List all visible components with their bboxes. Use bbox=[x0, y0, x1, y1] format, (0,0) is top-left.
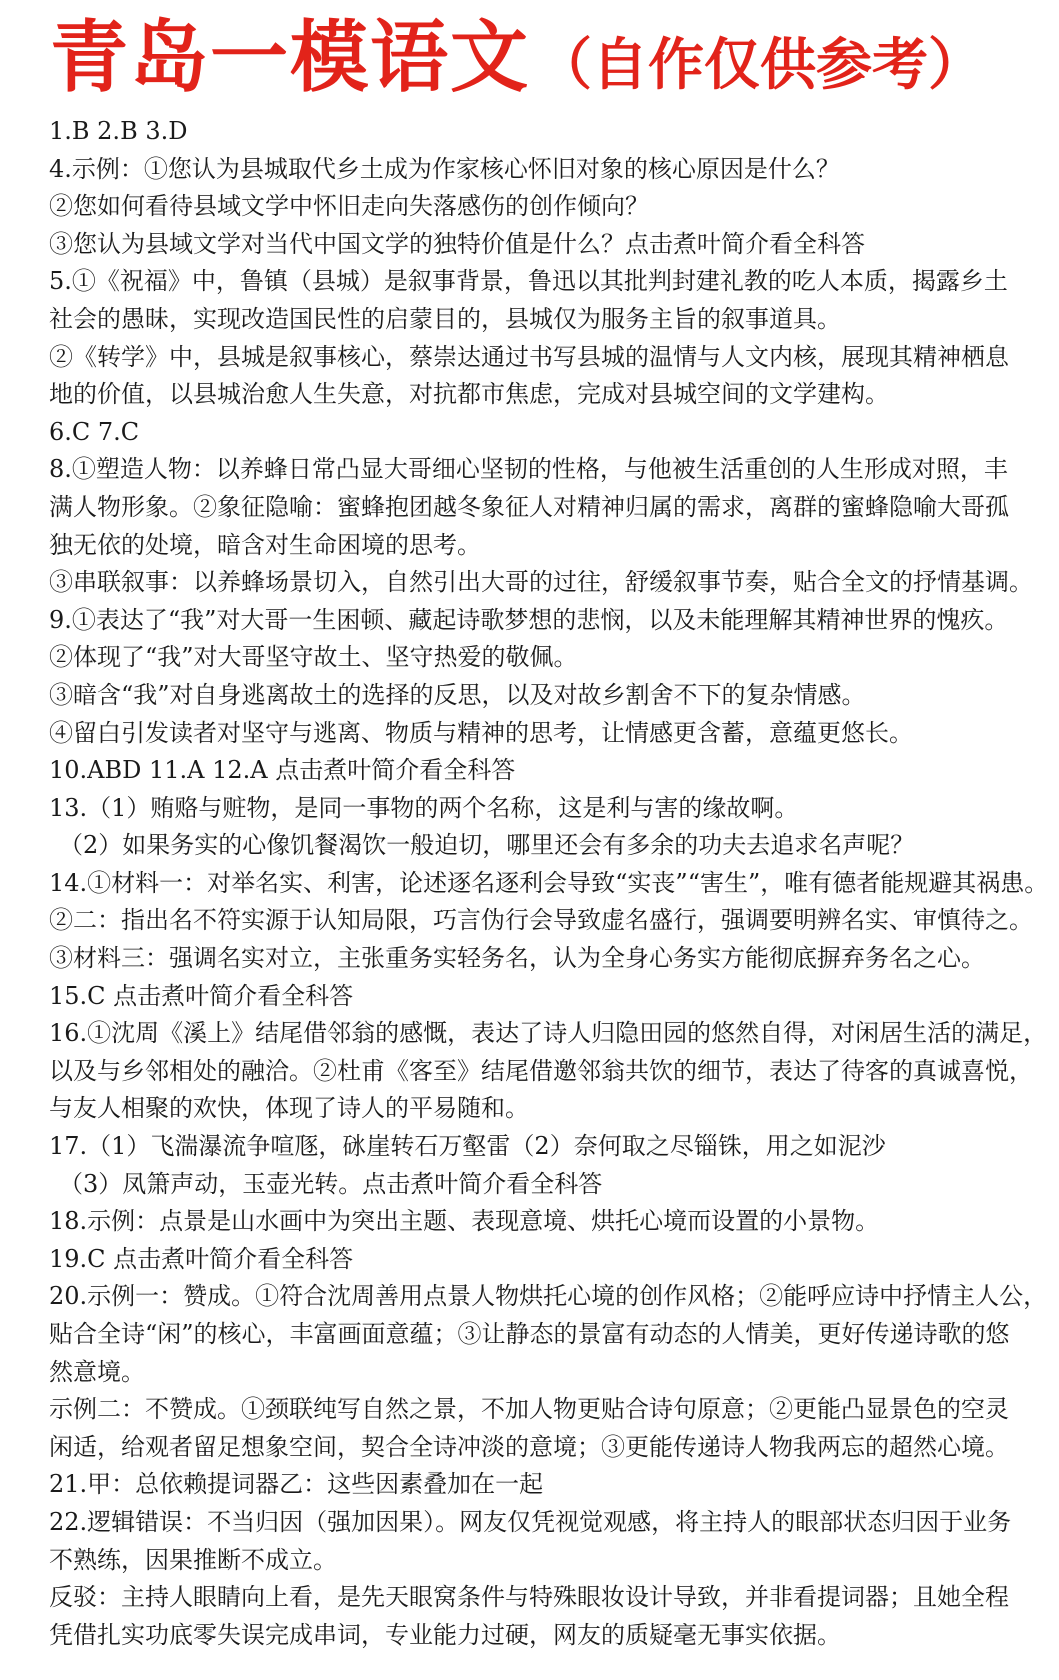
answer-line: 1.B 2.B 3.D bbox=[49, 117, 188, 145]
answer-line: 社会的愚昧，实现改造国民性的启蒙目的，县城仅为服务主旨的叙事道具。 bbox=[49, 304, 841, 333]
answer-line: 15.C 点击煮叶简介看全科答 bbox=[49, 981, 354, 1010]
answer-line: ③材料三：强调名实对立，主张重务实轻务名，认为全身心务实方能彻底摒弃务名之心。 bbox=[49, 944, 985, 973]
answer-line: ②体现了“我”对大哥坚守故土、坚守热爱的敬佩。 bbox=[49, 643, 578, 672]
answer-line: 20.示例一：赞成。①符合沈周善用点景人物烘托心境的创作风格；②能呼应诗中抒情主人公， bbox=[49, 1282, 1048, 1311]
answer-line: ②《转学》中，县城是叙事核心，蔡崇达通过书写县城的温情与人文内核，展现其精神栖息 bbox=[49, 342, 1009, 371]
answer-line: 凭借扎实功底零失误完成串词，专业能力过硬，网友的质疑毫无事实依据。 bbox=[49, 1620, 841, 1649]
title-subtitle: （自作仅供参考） bbox=[536, 33, 985, 98]
title-main: 青岛一模语文 bbox=[50, 13, 531, 103]
answer-line: 18.示例：点景是山水画中为突出主题、表现意境、烘托心境而设置的小景物。 bbox=[49, 1207, 880, 1236]
answer-line: 4.示例：①您认为县城取代乡土成为作家核心怀旧对象的核心原因是什么？ bbox=[49, 154, 840, 183]
answer-line: ③串联叙事：以养蜂场景切入，自然引出大哥的过往，舒缓叙事节奏，贴合全文的抒情基调。 bbox=[49, 568, 1033, 597]
answer-line: 反驳：主持人眼睛向上看，是先天眼窝条件与特殊眼妆设计导致，并非看提词器；且她全程 bbox=[49, 1583, 1009, 1612]
answer-line: 17.（1）飞湍瀑流争喧豗，砯崖转石万壑雷（2）奈何取之尽锱铢，用之如泥沙 bbox=[49, 1132, 886, 1161]
answer-line: 16.①沈周《溪上》结尾借邻翁的感慨，表达了诗人归隐田园的悠然自得，对闲居生活的满足， bbox=[49, 1019, 1048, 1048]
answer-line: ②您如何看待县域文学中怀旧走向失落感伤的创作倾向？ bbox=[49, 192, 649, 221]
answer-content bbox=[49, 113, 1059, 1654]
answer-line: 19.C 点击煮叶简介看全科答 bbox=[49, 1244, 354, 1273]
answer-line: 然意境。 bbox=[49, 1357, 145, 1386]
answer-line: 21.甲：总依赖提词器乙：这些因素叠加在一起 bbox=[49, 1470, 544, 1499]
answer-line: 6.C 7.C bbox=[49, 417, 140, 446]
answer-line: 闲适，给观者留足想象空间，契合全诗冲淡的意境；③更能传递诗人物我两忘的超然心境。 bbox=[49, 1432, 1009, 1461]
answer-line: 8.①塑造人物：以养蜂日常凸显大哥细心坚韧的性格，与他被生活重创的人生形成对照，丰 bbox=[49, 455, 1008, 484]
answer-line: 不熟练，因果推断不成立。 bbox=[49, 1545, 337, 1574]
answer-line: 14.①材料一：对举名实、利害，论述逐名逐利会导致“实丧”“害生”，唯有德者能规避其祸患。 bbox=[49, 868, 1049, 897]
page-title bbox=[50, 8, 984, 108]
answer-line: 5.①《祝福》中，鲁镇（县城）是叙事背景，鲁迅以其批判封建礼教的吃人本质，揭露乡土 bbox=[49, 267, 1008, 296]
answer-line: 以及与乡邻相处的融洽。②杜甫《客至》结尾借邀邻翁共饮的细节，表达了待客的真诚喜悦， bbox=[49, 1056, 1033, 1085]
answer-line: 示例二：不赞成。①颈联纯写自然之景，不加人物更贴合诗句原意；②更能凸显景色的空灵 bbox=[49, 1395, 1009, 1424]
answer-line: 贴合全诗“闲”的核心，丰富画面意蕴；③让静态的景富有动态的人情美，更好传递诗歌的悠 bbox=[49, 1320, 1010, 1348]
answer-line: 22.逻辑错误：不当归因（强加因果）。网友仅凭视觉观感，将主持人的眼部状态归因于业务 bbox=[49, 1507, 1012, 1536]
answer-line: ④留白引发读者对坚守与逃离、物质与精神的思考，让情感更含蓄，意蕴更悠长。 bbox=[49, 718, 913, 747]
answer-line: 10.ABD 11.A 12.A 点击煮叶简介看全科答 bbox=[49, 756, 516, 785]
answer-line: 地的价值，以县城治愈人生失意，对抗都市焦虑，完成对县城空间的文学建构。 bbox=[49, 380, 889, 409]
answer-line: 13.（1）贿赂与赃物，是同一事物的两个名称，这是利与害的缘故啊。 bbox=[49, 793, 799, 822]
answer-line: 满人物形象。②象征隐喻：蜜蜂抱团越冬象征人对精神归属的需求，离群的蜜蜂隐喻大哥孤 bbox=[49, 492, 1009, 521]
answer-line: ③您认为县域文学对当代中国文学的独特价值是什么？点击煮叶简介看全科答 bbox=[49, 229, 865, 258]
answer-line: 9.①表达了“我”对大哥一生困顿、藏起诗歌梦想的悲悯，以及未能理解其精神世界的愧疚。 bbox=[49, 605, 1009, 634]
answer-line: （3）凤箫声动，玉壶光转。点击煮叶简介看全科答 bbox=[59, 1169, 603, 1198]
answer-line: ②二：指出名不符实源于认知局限，巧言伪行会导致虚名盛行，强调要明辨名实、审慎待之。 bbox=[49, 906, 1033, 935]
answer-line: （2）如果务实的心像饥餐渴饮一般迫切，哪里还会有多余的功夫去追求名声呢？ bbox=[59, 831, 915, 860]
answer-line: 与友人相聚的欢快，体现了诗人的平易随和。 bbox=[49, 1094, 529, 1123]
answer-line: 独无依的处境，暗含对生命困境的思考。 bbox=[49, 530, 481, 559]
answer-line: ③暗含“我”对自身逃离故土的选择的反思，以及对故乡割舍不下的复杂情感。 bbox=[49, 680, 866, 709]
